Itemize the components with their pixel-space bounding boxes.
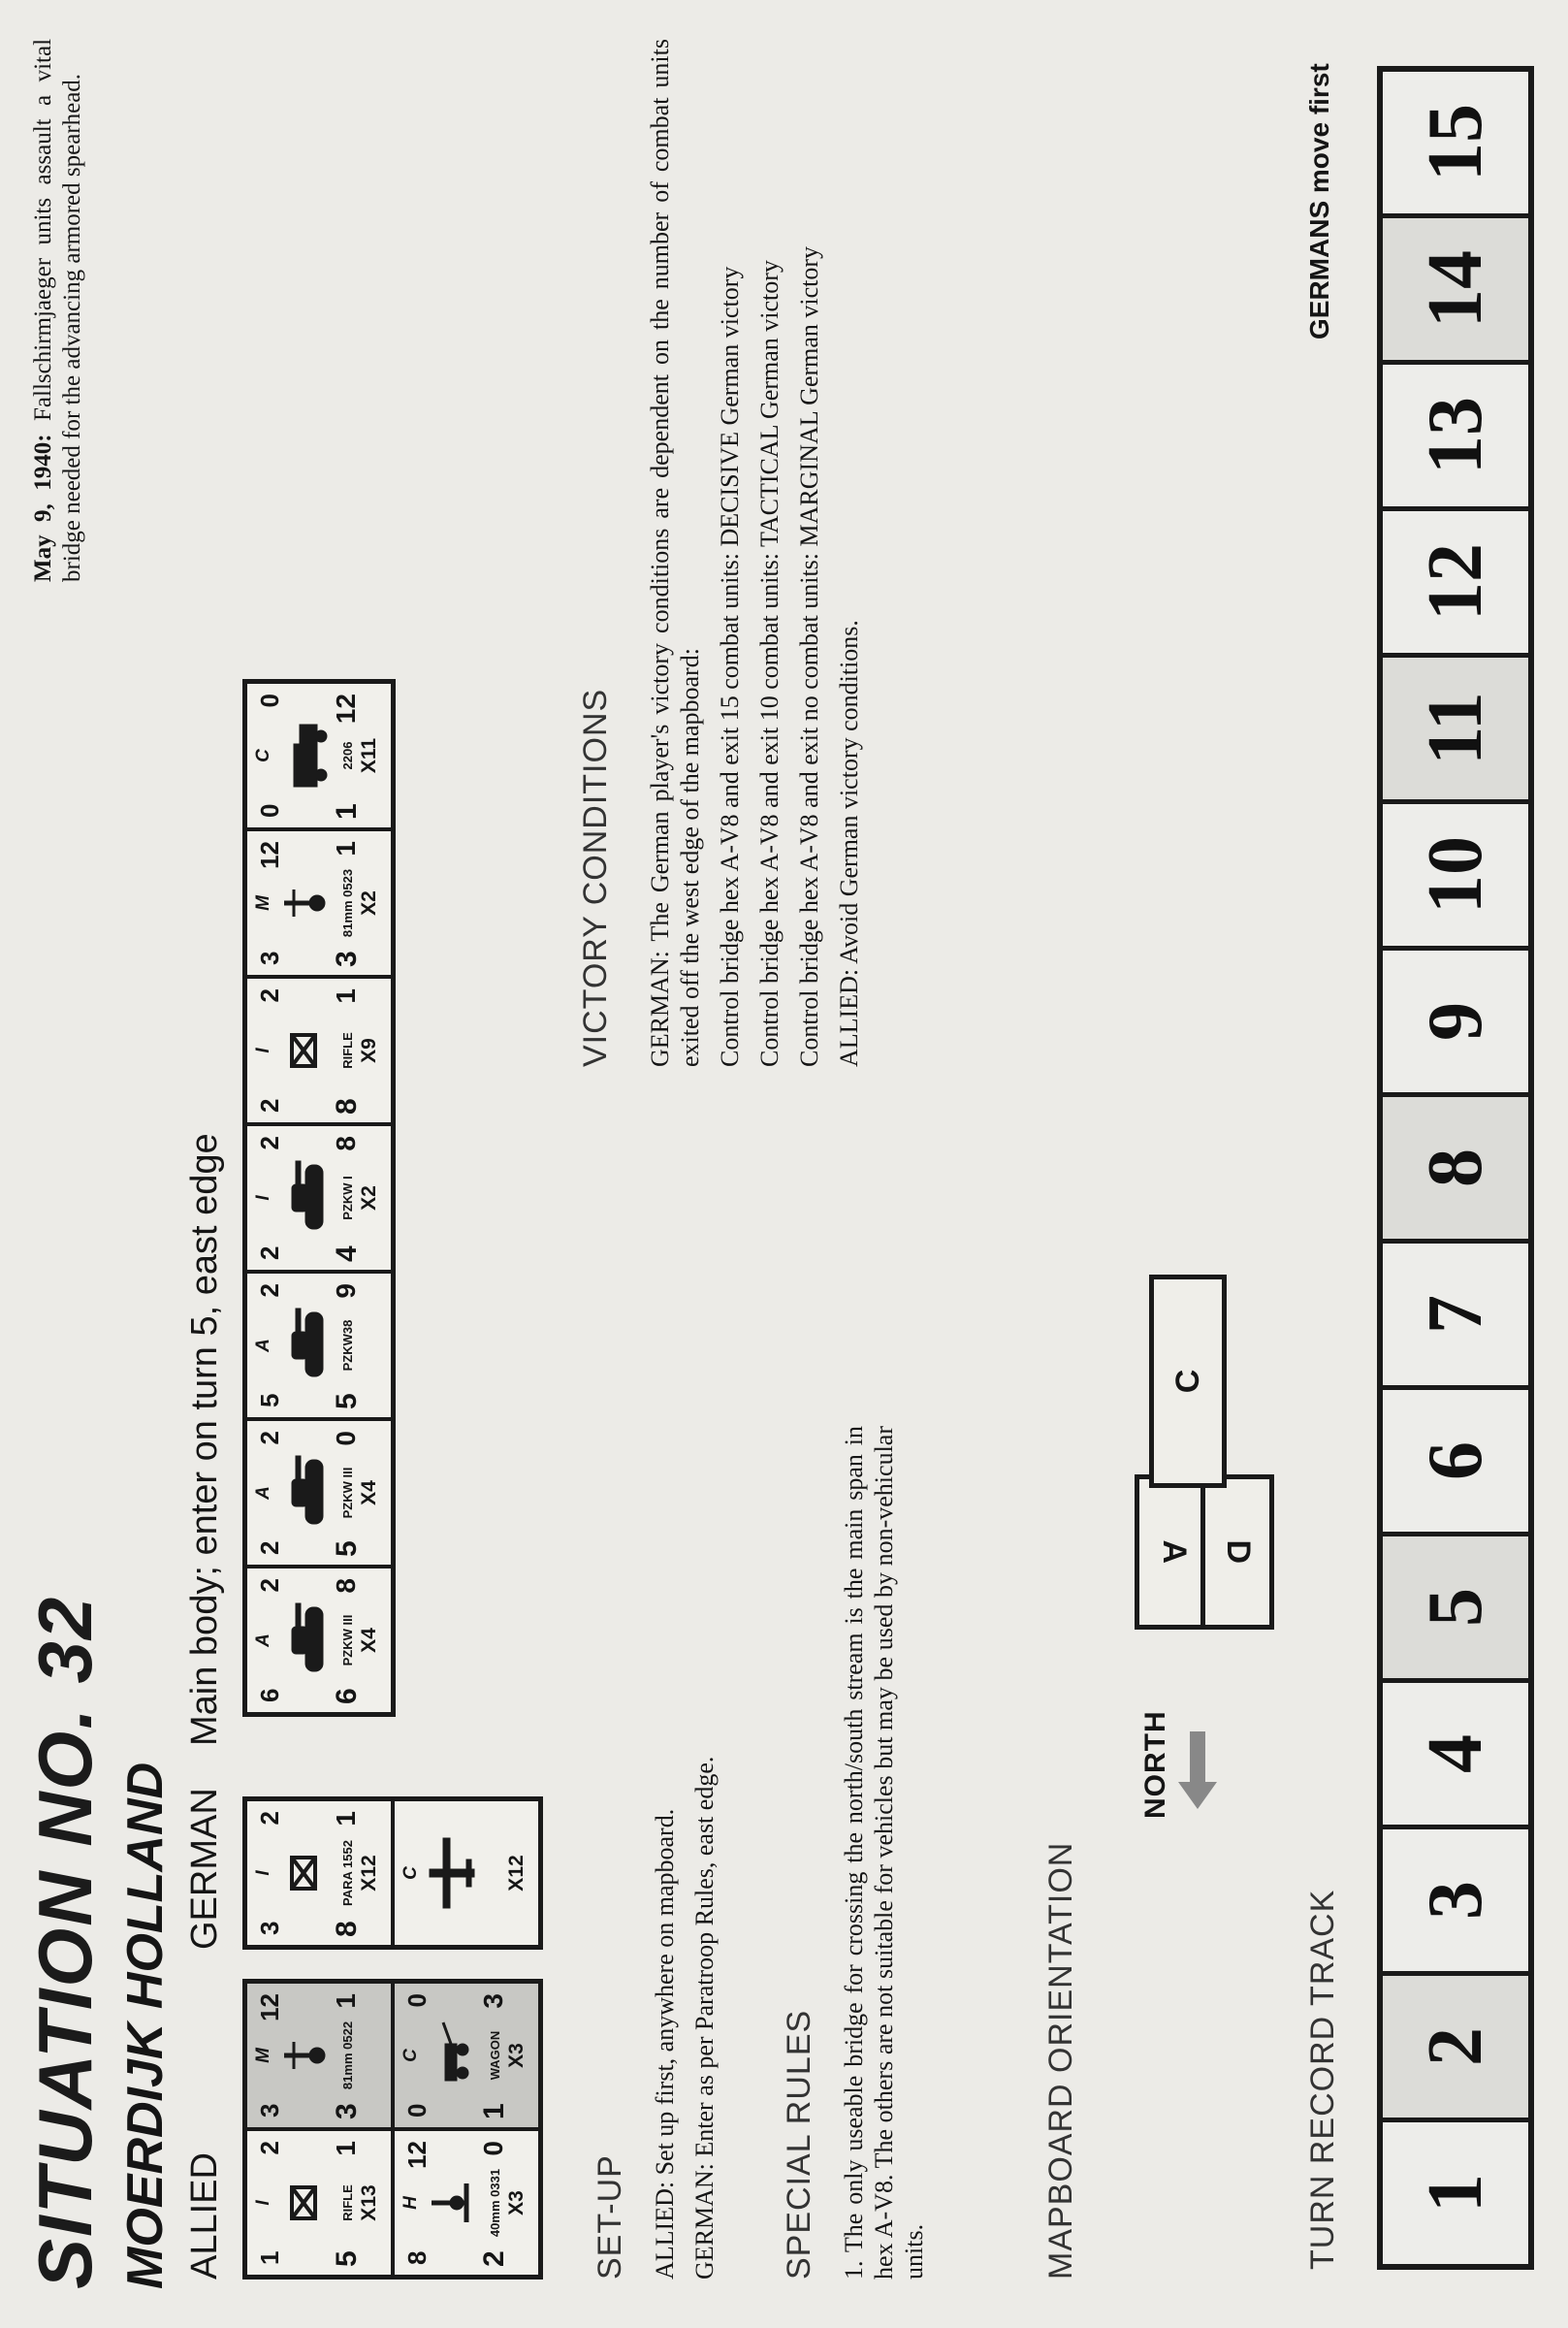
unit-name: PZKW I [340, 1176, 355, 1220]
victory-allied-line: ALLIED: Avoid German victory conditions. [835, 620, 863, 1067]
infantry-symbol [280, 1012, 331, 1089]
range-factor: 2 [255, 1578, 284, 1593]
attack-factor: 2 [255, 1245, 284, 1260]
attack-factor: 3 [255, 1921, 284, 1935]
unit-counter [247, 1274, 391, 1417]
unit-count: X11 [358, 737, 380, 774]
german-label: GERMAN [184, 1788, 225, 1950]
unit-count: X2 [358, 890, 380, 916]
movement-factor: 9 [331, 1283, 361, 1299]
allied-counter-grid [242, 1979, 543, 2280]
first-move-note: GERMANS move first [1304, 63, 1334, 340]
turn-box: 11 [1383, 653, 1528, 799]
unit-counter [247, 1568, 391, 1712]
range-factor: 2 [255, 2141, 284, 2155]
north-label: NORTH [1139, 1710, 1171, 1819]
defense-factor: 8 [331, 1098, 363, 1115]
movement-factor: 1 [331, 841, 361, 857]
turn-box: 7 [1383, 1239, 1528, 1385]
mortar-icon [280, 864, 331, 942]
movement-factor: 1 [331, 2141, 361, 2156]
victory-german-line: GERMAN: The German player's victory conditions are dependent on the number of combat units exited off the west edge of the mapboard: [646, 39, 704, 1067]
unit-count: X12 [505, 1855, 528, 1892]
turn-box: 14 [1383, 213, 1528, 360]
unit-type: C [400, 1866, 421, 1880]
truck-icon [280, 717, 331, 794]
special-rules-heading: SPECIAL RULES [781, 2009, 817, 2280]
unit-counter [247, 2131, 391, 2275]
intro-date: May 9, 1940: [30, 434, 56, 582]
attack-factor: 2 [255, 1098, 284, 1113]
german-counter-grid [242, 1796, 543, 1950]
victory-decisive-line: Control bridge hex A-V8 and exit 15 combat units: DECISIVE German victory [716, 266, 744, 1067]
range-factor: 0 [255, 694, 284, 708]
north-arrow [1139, 1712, 1217, 1819]
wagon-icon [428, 2017, 478, 2094]
unit-type: C [253, 749, 273, 762]
turn-box: 1 [1383, 2118, 1528, 2264]
movement-factor: 3 [478, 1993, 508, 2009]
movement-factor: 1 [331, 988, 361, 1004]
unit-name: PARA 1552 [340, 1840, 355, 1906]
unit-count: X9 [358, 1038, 380, 1063]
unit-counter [247, 1984, 391, 2127]
defense-factor: 5 [331, 2250, 363, 2267]
unit-name: 2206 [340, 741, 355, 770]
unit-count: X4 [358, 1480, 380, 1505]
range-factor: 0 [402, 1993, 432, 2008]
turn-box: 15 [1383, 72, 1528, 213]
turn-box: 8 [1383, 1092, 1528, 1239]
victory-text [645, 39, 874, 1067]
defense-factor: 1 [331, 803, 363, 820]
defense-factor: 3 [331, 2103, 363, 2119]
unit-type: A [253, 1633, 273, 1647]
movement-factor: 1 [331, 1811, 361, 1827]
setup-german-line: GERMAN: Enter as per Paratroop Rules, east edge. [690, 1756, 719, 2280]
attack-factor: 3 [255, 2103, 284, 2118]
unit-name: WAGON [488, 2030, 502, 2081]
defense-factor: 2 [478, 2250, 510, 2267]
range-factor: 12 [255, 841, 284, 869]
movement-factor: 0 [478, 2141, 508, 2156]
unit-type: I [253, 1870, 273, 1876]
tank-icon [280, 1454, 331, 1532]
unit-counter [247, 979, 391, 1122]
attack-factor: 1 [255, 2250, 284, 2265]
turn-box: 3 [1383, 1825, 1528, 1971]
turn-box: 10 [1383, 799, 1528, 946]
defense-factor: 1 [478, 2103, 510, 2119]
board-c: C [1149, 1275, 1227, 1488]
range-factor: 12 [255, 1993, 284, 2021]
unit-type: A [253, 1486, 273, 1500]
movement-factor: 1 [331, 1993, 361, 2009]
unit-type: C [400, 2049, 421, 2062]
defense-factor: 5 [331, 1540, 363, 1557]
orientation-heading: MAPBOARD ORIENTATION [1042, 1841, 1079, 2280]
defense-factor: 5 [331, 1393, 363, 1409]
setup-heading: SET-UP [592, 2154, 628, 2280]
infantry-symbol [280, 2164, 331, 2242]
special-rules-text: 1. The only useable bridge for crossing the north/south stream is the main span in hex A-V8. The others are not suitable for vehicles but may be used by non-vehicular units. [840, 1426, 928, 2280]
turn-box: 4 [1383, 1678, 1528, 1825]
unit-type: A [253, 1339, 273, 1352]
board-a: A [1135, 1474, 1212, 1630]
unit-count: X3 [505, 2043, 528, 2068]
attack-factor: 8 [402, 2250, 432, 2265]
attack-factor: 3 [255, 951, 284, 965]
movement-factor: 8 [331, 1578, 361, 1594]
turn-track-heading: TURN RECORD TRACK [1304, 1889, 1341, 2270]
unit-counter [247, 684, 391, 827]
unit-counter [247, 831, 391, 975]
board-d: D [1200, 1474, 1274, 1630]
intro-paragraph [29, 39, 87, 582]
unit-type: I [253, 1195, 273, 1201]
attack-factor: 0 [255, 803, 284, 818]
tank-icon [280, 1159, 331, 1237]
movement-factor: 12 [331, 694, 361, 725]
setup-allied-line: ALLIED: Set up first, anywhere on mapboard. [651, 1808, 679, 2280]
turn-box: 5 [1383, 1532, 1528, 1678]
defense-factor: 8 [331, 1921, 363, 1937]
tank-icon [280, 1601, 331, 1679]
infantry-symbol [280, 1834, 331, 1912]
page-subtitle: MOERDIJK HOLLAND [117, 1762, 174, 2289]
range-factor: 2 [255, 1136, 284, 1150]
victory-tactical-line: Control bridge hex A-V8 and exit 10 combat units: TACTICAL German victory [755, 260, 784, 1067]
unit-type: I [253, 1048, 273, 1053]
range-factor: 12 [402, 2141, 432, 2169]
unit-counter [395, 1984, 538, 2127]
aircraft-icon [428, 1834, 478, 1912]
unit-count: X4 [358, 1628, 380, 1653]
turn-box: 12 [1383, 506, 1528, 653]
unit-type: M [253, 895, 273, 911]
setup-text [650, 1445, 729, 2280]
victory-heading: VICTORY CONDITIONS [577, 688, 614, 1067]
range-factor: 2 [255, 988, 284, 1003]
unit-name: 81mm 0523 [340, 868, 355, 938]
attack-factor: 6 [255, 1688, 284, 1702]
unit-name: 81mm 0522 [340, 2021, 355, 2090]
unit-count: X13 [358, 2184, 380, 2221]
movement-factor: 8 [331, 1136, 361, 1151]
defense-factor: 4 [331, 1245, 363, 1262]
unit-count: X3 [505, 2190, 528, 2215]
attack-factor: 5 [255, 1393, 284, 1407]
unit-counter [395, 2131, 538, 2275]
unit-name: 40mm 0331 [488, 2168, 502, 2238]
unit-name: PZKW III [340, 1467, 355, 1519]
range-factor: 2 [255, 1811, 284, 1826]
unit-name: RIFLE [340, 1032, 355, 1069]
turn-record-track [1377, 66, 1534, 2270]
unit-counter [395, 1801, 538, 1945]
turn-box: 13 [1383, 360, 1528, 506]
main-body-label: Main body; enter on turn 5, east edge [184, 1133, 225, 1746]
defense-factor: 6 [331, 1688, 363, 1704]
unit-name: RIFLE [340, 2184, 355, 2221]
unit-counter [247, 1801, 391, 1945]
allied-label: ALLIED [184, 2152, 225, 2280]
defense-factor: 3 [331, 951, 363, 967]
turn-box: 2 [1383, 1971, 1528, 2118]
turn-box: 9 [1383, 946, 1528, 1092]
unit-type: I [253, 2200, 273, 2206]
attack-factor: 0 [402, 2103, 432, 2118]
page-title: SITUATION NO. 32 [22, 1595, 108, 2289]
unit-count: X2 [358, 1185, 380, 1211]
range-factor: 2 [255, 1431, 284, 1445]
unit-counter [247, 1421, 391, 1565]
unit-type: H [400, 2196, 421, 2210]
turn-box: 6 [1383, 1385, 1528, 1532]
victory-marginal-line: Control bridge hex A-V8 and exit no combat units: MARGINAL German victory [795, 245, 823, 1067]
attack-factor: 2 [255, 1540, 284, 1555]
range-factor: 2 [255, 1283, 284, 1298]
gun-icon [428, 2164, 478, 2242]
intro-text: Fallschirmjaeger units assault a vital bridge needed for the advancing armored spearhead. [30, 38, 85, 582]
mortar-icon [280, 2017, 331, 2094]
north-arrow-icon [1178, 1731, 1217, 1809]
unit-counter [247, 1126, 391, 1270]
tank-icon [280, 1307, 331, 1384]
unit-name: PZKW38 [340, 1319, 355, 1372]
unit-count: X12 [358, 1855, 380, 1892]
unit-name: PZKW III [340, 1614, 355, 1666]
unit-type: M [253, 2048, 273, 2063]
main-body-counter-grid [242, 679, 396, 1717]
movement-factor: 0 [331, 1431, 361, 1446]
